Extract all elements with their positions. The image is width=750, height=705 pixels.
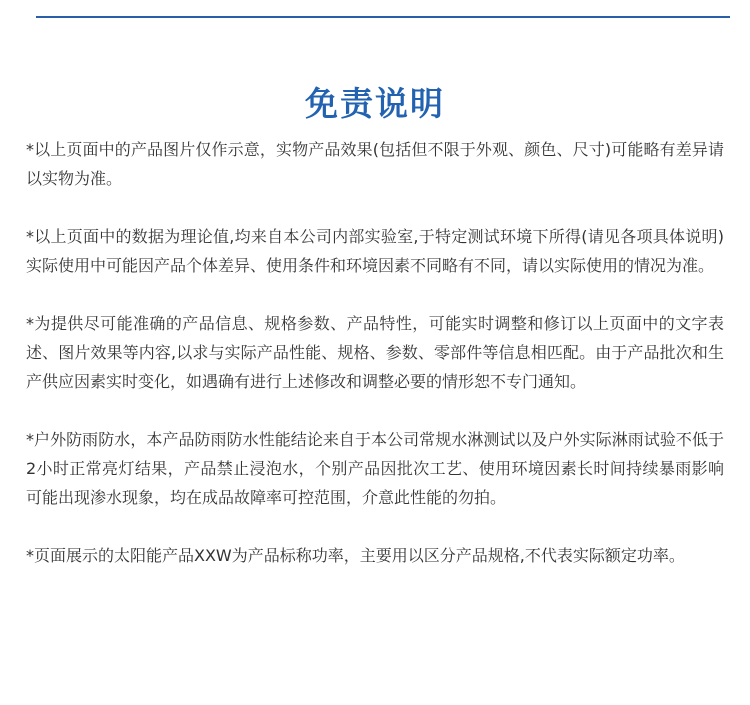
top-divider xyxy=(36,16,730,18)
disclaimer-paragraph-theoretical-data: *以上页面中的数据为理论值,均来自本公司内部实验室,于特定测试环境下所得(请见各项具体说明)实际使用中可能因产品个体差异、使用条件和环境因素不同略有不同，请以实际使用的情况为准。 xyxy=(26,227,724,275)
disclaimer-body xyxy=(26,135,724,599)
disclaimer-paragraph-rated-power: *页面展示的太阳能产品XXW为产品标称功率，主要用以区分产品规格,不代表实际额定功率。 xyxy=(26,546,685,565)
disclaimer-paragraph-waterproof: *户外防雨防水，本产品防雨防水性能结论来自于本公司常规水淋测试以及户外实际淋雨试验不低于2小时正常亮灯结果，产品禁止浸泡水，个别产品因批次工艺、使用环境因素长时间持续暴雨影响可能出现渗水现象，均在成品故障率可控范围，介意此性能的勿拍。 xyxy=(26,430,724,507)
disclaimer-paragraph-product-images: *以上页面中的产品图片仅作示意，实物产品效果(包括但不限于外观、颜色、尺寸)可能略有差异请以实物为准。 xyxy=(26,140,724,188)
disclaimer-paragraph-info-updates: *为提供尽可能准确的产品信息、规格参数、产品特性，可能实时调整和修订以上页面中的文字表述、图片效果等内容,以求与实际产品性能、规格、参数、零部件等信息相匹配。由于产品批次和生产供应因素实时变化，如遇确有进行上述修改和调整必要的情形恕不专门通知。 xyxy=(26,314,724,391)
page-title: 免责说明 xyxy=(305,84,445,124)
